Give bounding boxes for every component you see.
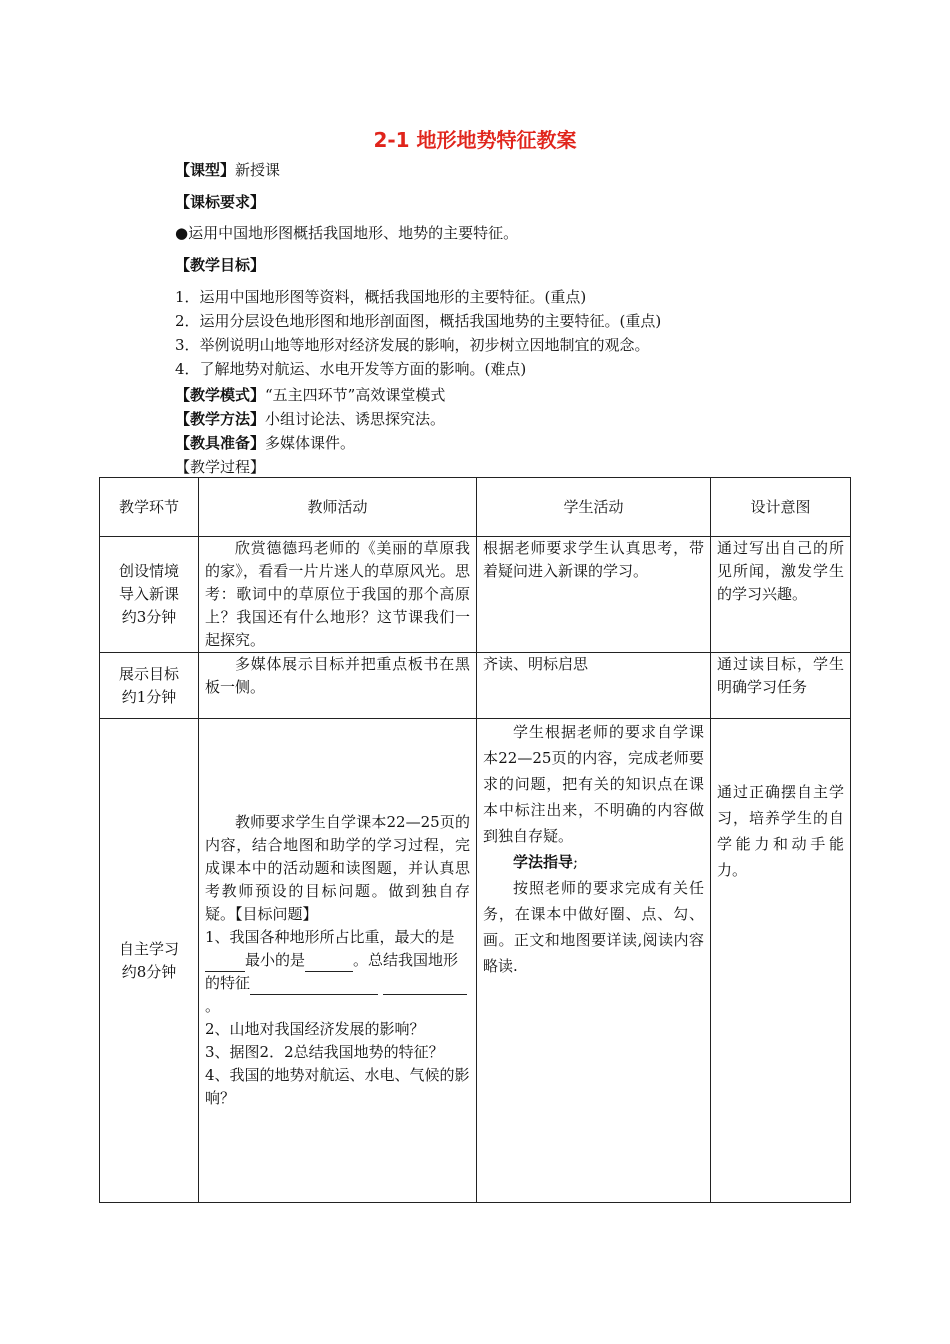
mode-value: “五主四环节”高效课堂模式: [265, 386, 446, 404]
stage-cell: [100, 653, 199, 719]
goal-item: 3．举例说明山地等地形对经济发展的影响，初步树立因地制宜的观念。: [175, 336, 650, 354]
method-value: 小组讨论法、诱思探究法。: [265, 410, 446, 428]
question-1: [205, 926, 470, 1018]
question-3: 3、据图2．2总结我国地势的特征？: [205, 1043, 444, 1061]
table-header-row: [100, 478, 851, 537]
table-row: [100, 719, 851, 1203]
guide-label: 学法指导: [513, 853, 574, 871]
goal-item: 2．运用分层设色地形图和地形剖面图，概括我国地势的主要特征。(重点): [175, 312, 662, 330]
stage-line: 创设情境: [118, 562, 179, 580]
header-teacher: 教师活动: [199, 478, 477, 537]
tools-label: 【教具准备】: [175, 434, 266, 452]
student-cell: [477, 653, 711, 719]
answer-blank: [250, 978, 378, 995]
stage-line: 自主学习: [118, 939, 179, 958]
page-title: 2-1 地形地势特征教案: [373, 128, 577, 152]
student-text: 齐读、明标启思: [483, 655, 589, 673]
answer-blank: [305, 955, 353, 972]
teacher-cell: [199, 537, 477, 653]
guide-text: 按照老师的要求完成有关任务，在课本中做好圈、点、勾、画。正文和地图要详读,阅读内容略读.: [483, 879, 704, 975]
student-cell: [477, 537, 711, 653]
stage-cell: [100, 719, 199, 1203]
stage-line: 展示目标: [118, 664, 179, 683]
table-row: [100, 653, 851, 719]
stage-cell: [100, 537, 199, 653]
stage-line: 约1分钟: [121, 687, 177, 706]
process-label: 【教学过程】: [175, 458, 266, 476]
guide-mark: ;: [573, 853, 579, 871]
mode-label: 【教学模式】: [175, 386, 266, 404]
method-label: 【教学方法】: [175, 410, 266, 428]
student-cell: [477, 719, 711, 1203]
method-line: [175, 409, 445, 429]
table-row: [100, 537, 851, 653]
guide-line: [483, 849, 704, 875]
stage-line: 约8分钟: [121, 962, 177, 981]
teacher-text: 多媒体展示目标并把重点板书在黑板一侧。: [205, 655, 470, 696]
question-text: 。: [205, 997, 221, 1015]
tools-line: [175, 433, 355, 453]
answer-blank: [205, 955, 245, 972]
teacher-text: 教师要求学生自学课本22—25页的内容，结合地图和助学的学习过程，完成课本中的活动题和读图题，并认真思考教师预设的目标问题。做到独自存疑。【目标问题】: [205, 813, 470, 923]
stage-line: 约3分钟: [121, 608, 177, 626]
intent-text: 通过正确摆自主学习，培养学生的自学能力和动手能力。: [717, 783, 844, 879]
question-4: 4、我国的地势对航运、水电、气候的影响？: [205, 1066, 470, 1107]
question-text: 。总结我国地形的特征: [205, 951, 459, 992]
student-text: 根据老师要求学生认真思考，带着疑问进入新课的学习。: [483, 539, 704, 580]
question-text: 1、我国各种地形所占比重，最大的是: [205, 928, 455, 946]
intent-text: 通过读目标，学生明确学习任务: [717, 655, 844, 696]
lesson-table: [99, 477, 851, 1203]
header-stage: 教学环节: [100, 478, 199, 537]
answer-blank: [383, 978, 467, 995]
intent-cell: [711, 719, 851, 1203]
intent-text: 通过写出自己的所见所闻，激发学生的学习兴趣。: [717, 539, 844, 603]
tools-value: 多媒体课件。: [265, 434, 356, 452]
lesson-type-line: [175, 160, 280, 180]
lesson-type-label: 【课型】: [175, 161, 236, 179]
header-intent: 设计意图: [711, 478, 851, 537]
lesson-type-value: 新授课: [235, 161, 281, 179]
header-student: 学生活动: [477, 478, 711, 537]
teacher-text: 欣赏德德玛老师的《美丽的草原我的家》，看看一片片迷人的草原风光。思考：歌词中的草原位于我国的那个高原上？我国还有什么地形？这节课我们一起探究。: [205, 539, 470, 649]
student-text: 学生根据老师的要求自学课本22—25页的内容，完成老师要求的问题，把有关的知识点在课本中标注出来，不明确的内容做到独自存疑。: [483, 723, 704, 845]
intent-cell: [711, 653, 851, 719]
question-2: 2、山地对我国经济发展的影响？: [205, 1020, 425, 1038]
standard-label: 【课标要求】: [175, 193, 266, 211]
question-text: 最小的是: [245, 951, 306, 969]
stage-line: 导入新课: [118, 585, 179, 603]
goals-label: 【教学目标】: [175, 256, 266, 274]
intent-cell: [711, 537, 851, 653]
teacher-cell: [199, 719, 477, 1203]
standard-item: ●运用中国地形图概括我国地形、地势的主要特征。: [175, 224, 519, 242]
goal-item: 1．运用中国地形图等资料，概括我国地形的主要特征。(重点): [175, 288, 587, 306]
teacher-cell: [199, 653, 477, 719]
mode-line: [175, 385, 445, 405]
goal-item: 4．了解地势对航运、水电开发等方面的影响。(难点): [175, 360, 527, 378]
